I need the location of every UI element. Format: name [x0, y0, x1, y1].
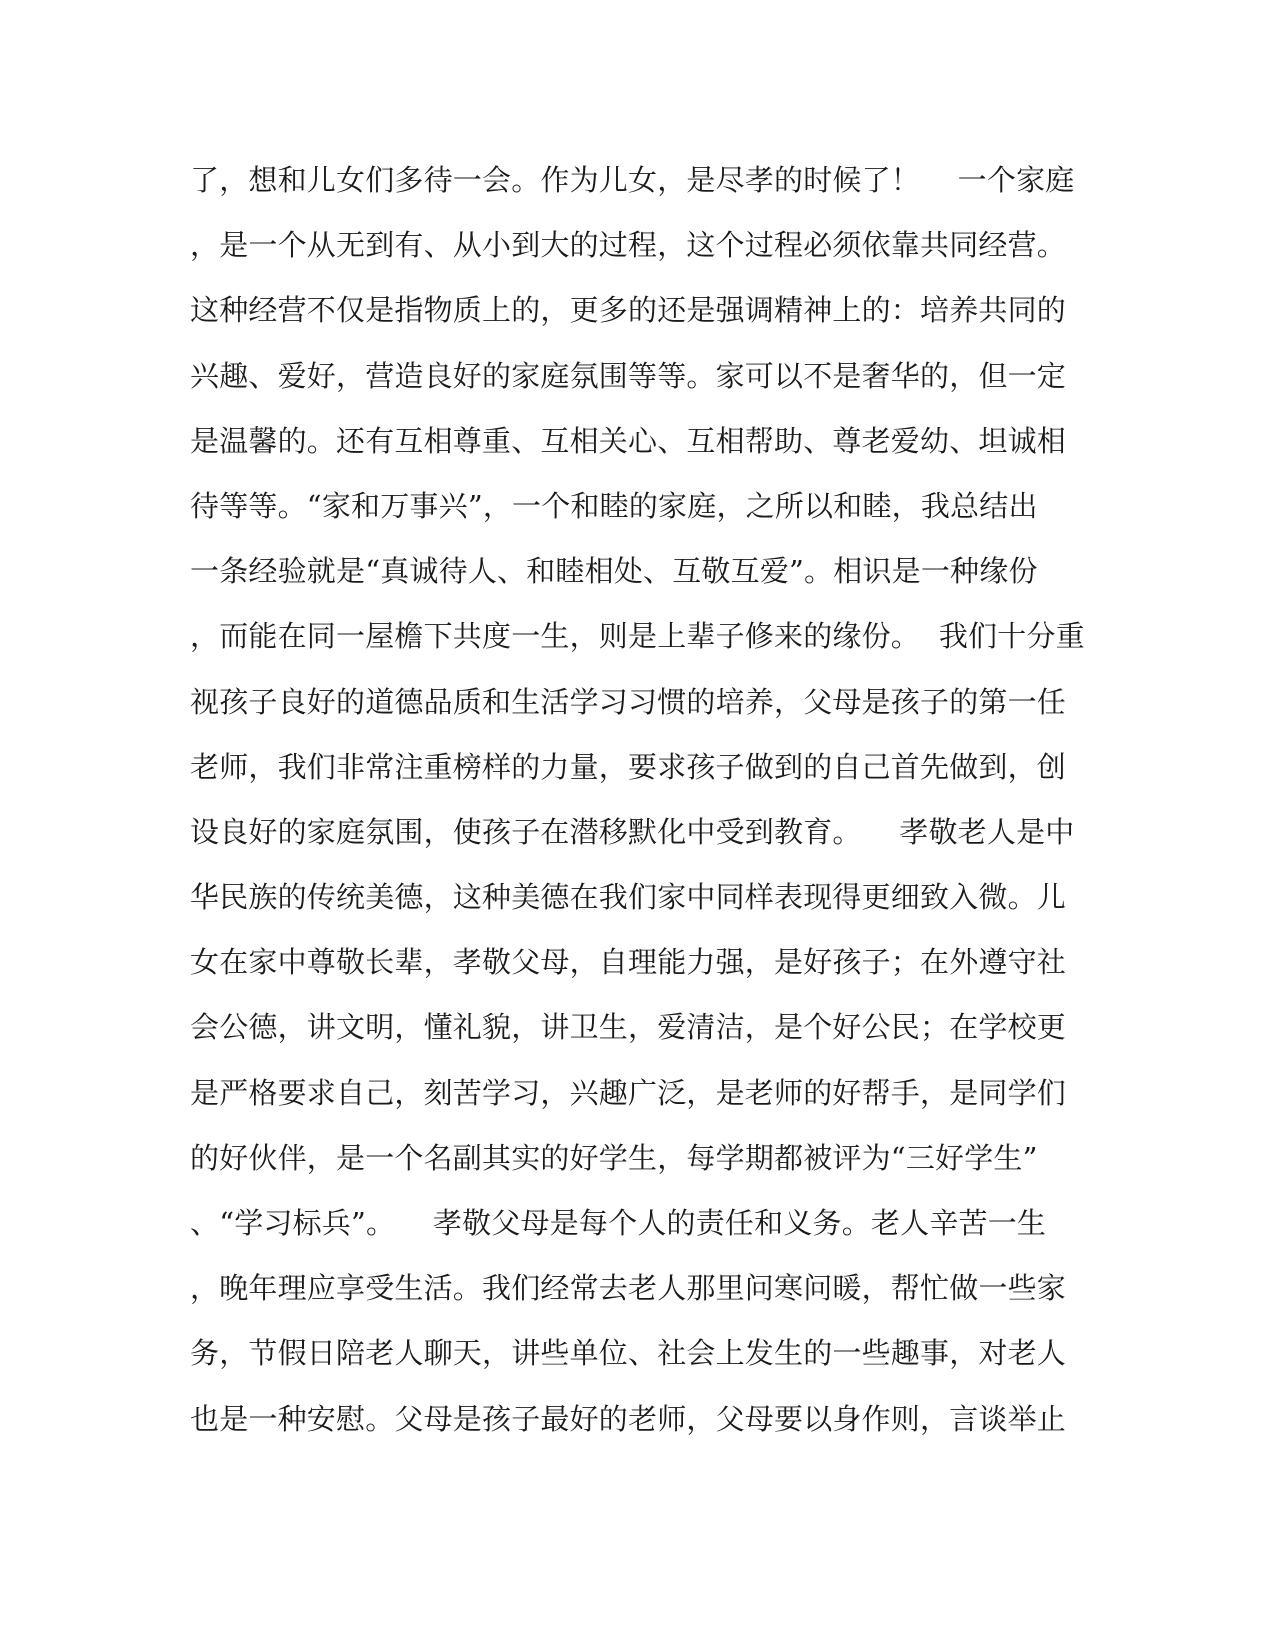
text-line: ，晚年理应享受生活。我们经常去老人那里问寒问暖，帮忙做一些家 [190, 1271, 1067, 1306]
text-line: 视孩子良好的道德品质和生活学习习惯的培养，父母是孩子的第一任 [190, 684, 1067, 719]
body-text [190, 158, 1090, 1462]
text-line: ，是一个从无到有、从小到大的过程，这个过程必须依靠共同经营。 [190, 228, 1067, 263]
text-line: 一条经验就是“真诚待人、和睦相处、互敬互爱”。相识是一种缘份 [190, 554, 1038, 589]
text-line: 华民族的传统美德，这种美德在我们家中同样表现得更细致入微。儿 [190, 880, 1067, 915]
text-line: ，而能在同一屋檐下共度一生，则是上辈子修来的缘份。 我们十分重 [190, 619, 1085, 654]
text-line: 女在家中尊敬长辈，孝敬父母，自理能力强，是好孩子；在外遵守社 [190, 945, 1067, 980]
text-line: 务，节假日陪老人聊天，讲些单位、社会上发生的一些趣事，对老人 [190, 1336, 1067, 1371]
text-line: 是严格要求自己，刻苦学习，兴趣广泛，是老师的好帮手，是同学们 [190, 1075, 1067, 1110]
text-line: 也是一种安慰。父母是孩子最好的老师，父母要以身作则，言谈举止 [190, 1401, 1067, 1436]
text-line: 老师，我们非常注重榜样的力量，要求孩子做到的自己首先做到，创 [190, 749, 1067, 784]
text-line: 会公德，讲文明，懂礼貌，讲卫生，爱清洁，是个好公民；在学校更 [190, 1010, 1067, 1045]
text-line: 的好伙伴，是一个名副其实的好学生，每学期都被评为“三好学生” [190, 1140, 1038, 1175]
text-line: 了，想和儿女们多待一会。作为儿女，是尽孝的时候了！ 一个家庭 [190, 163, 1075, 197]
text-line: 待等等。“家和万事兴”，一个和睦的家庭，之所以和睦，我总结出 [190, 488, 1038, 523]
text-line: 兴趣、爱好，营造良好的家庭氛围等等。家可以不是奢华的，但一定 [190, 358, 1067, 393]
text-line: 、“学习标兵”。 孝敬父母是每个人的责任和义务。老人辛苦一生 [190, 1206, 1047, 1240]
text-line: 这种经营不仅是指物质上的，更多的还是强调精神上的：培养共同的 [190, 293, 1067, 328]
text-line: 是温馨的。还有互相尊重、互相关心、互相帮助、尊老爱幼、坦诚相 [190, 423, 1067, 458]
text-line: 设良好的家庭氛围，使孩子在潜移默化中受到教育。 孝敬老人是中 [190, 814, 1075, 849]
